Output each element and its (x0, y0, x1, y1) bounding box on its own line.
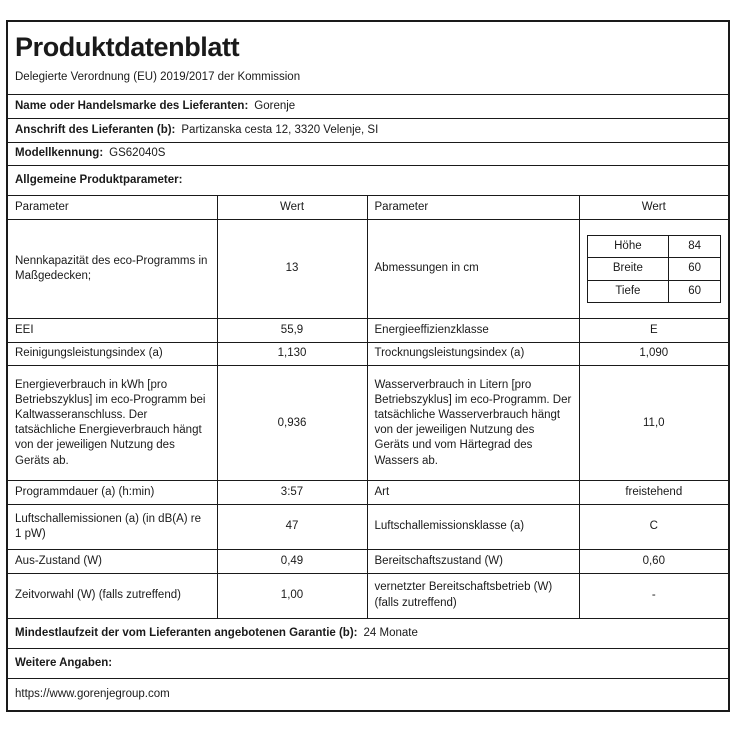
supplier-address-label: Anschrift des Lieferanten (b): (15, 123, 176, 136)
param-off-mode-label: Aus-Zustand (W) (8, 549, 217, 573)
warranty-value: 24 Monate (363, 626, 418, 639)
model-label: Modellkennung: (15, 147, 104, 160)
model-row (8, 142, 728, 166)
table-row-delay-start (8, 573, 728, 618)
param-noise-label: Luftschallemissionen (a) (in dB(A) re 1 pW) (8, 504, 217, 549)
param-off-mode-value: 0,49 (217, 549, 367, 573)
supplier-name-value: Gorenje (254, 100, 296, 113)
model-value: GS62040S (109, 147, 166, 160)
url-row (8, 678, 728, 710)
supplier-name-row (8, 95, 728, 119)
datasheet-table (8, 22, 728, 710)
header-value-right: Wert (579, 196, 728, 220)
dimension-row-height (587, 236, 721, 258)
param-eei-value: 55,9 (217, 319, 367, 343)
param-standby-value: 0,60 (579, 549, 728, 573)
warranty-label: Mindestlaufzeit der vom Lieferanten angebotenen Garantie (b): (15, 626, 358, 639)
dimension-depth-value: 60 (669, 280, 721, 302)
param-duration-value: 3:57 (217, 481, 367, 505)
param-standby-label: Bereitschaftszustand (W) (367, 549, 579, 573)
more-info-label: Weitere Angaben: (15, 656, 113, 669)
dimension-row-depth (587, 280, 721, 302)
page-subtitle: Delegierte Verordnung (EU) 2019/2017 der Kommission (15, 70, 301, 83)
more-info-row (8, 648, 728, 678)
param-energy-class-label: Energieeffizienzklasse (367, 319, 579, 343)
supplier-address-value: Partizanska cesta 12, 3320 Velenje, SI (181, 123, 379, 136)
param-delay-start-label: Zeitvorwahl (W) (falls zutreffend) (8, 573, 217, 618)
dimension-width-label: Breite (587, 258, 669, 280)
param-water-consumption-value: 11,0 (579, 366, 728, 481)
page-title: Produktdatenblatt (15, 32, 240, 63)
table-row-eei (8, 319, 728, 343)
param-dimensions-label: Abmessungen in cm (367, 220, 579, 319)
param-eei-label: EEI (8, 319, 217, 343)
param-cleaning-index-label: Reinigungsleistungsindex (a) (8, 342, 217, 366)
param-capacity-value: 13 (217, 220, 367, 319)
param-energy-class-value: E (579, 319, 728, 343)
general-parameters-label: Allgemeine Produktparameter: (15, 174, 183, 187)
dimensions-subtable-cell (579, 220, 728, 319)
table-row-consumption (8, 366, 728, 481)
param-type-value: freistehend (579, 481, 728, 505)
header-parameter-right: Parameter (367, 196, 579, 220)
param-water-consumption-label: Wasserverbrauch in Litern [pro Betriebszyklus] im eco-Programm. Der tatsächliche Wasserverbrauch hängt von der jeweiligen Nutzung des Geräts und vom Härtegrad des Wassers ab. (367, 366, 579, 481)
param-type-label: Art (367, 481, 579, 505)
param-networked-standby-label: vernetzter Bereitschaftsbetrieb (W) (falls zutreffend) (367, 573, 579, 618)
param-delay-start-value: 1,00 (217, 573, 367, 618)
table-row-duration (8, 481, 728, 505)
header-value-left: Wert (217, 196, 367, 220)
param-networked-standby-value: - (579, 573, 728, 618)
param-duration-label: Programmdauer (a) (h:min) (8, 481, 217, 505)
dimensions-subtable (587, 235, 722, 303)
table-row-noise (8, 504, 728, 549)
dimension-width-value: 60 (669, 258, 721, 280)
dimension-depth-label: Tiefe (587, 280, 669, 302)
table-row-capacity (8, 220, 728, 319)
param-noise-class-value: C (579, 504, 728, 549)
param-noise-class-label: Luftschallemissionsklasse (a) (367, 504, 579, 549)
dimension-height-value: 84 (669, 236, 721, 258)
table-row-cleaning-index (8, 342, 728, 366)
param-drying-index-label: Trocknungsleistungsindex (a) (367, 342, 579, 366)
param-energy-consumption-value: 0,936 (217, 366, 367, 481)
table-row-off-mode (8, 549, 728, 573)
title-row (8, 22, 728, 95)
supplier-website-url[interactable]: https://www.gorenjegroup.com (15, 687, 170, 700)
header-parameter-left: Parameter (8, 196, 217, 220)
product-datasheet-page (6, 20, 730, 712)
param-capacity-label: Nennkapazität des eco-Programms in Maßgedecken; (8, 220, 217, 319)
param-drying-index-value: 1,090 (579, 342, 728, 366)
table-header-row (8, 196, 728, 220)
dimension-row-width (587, 258, 721, 280)
dimension-height-label: Höhe (587, 236, 669, 258)
general-parameters-row (8, 166, 728, 196)
param-energy-consumption-label: Energieverbrauch in kWh [pro Betriebszyklus] im eco-Programm bei Kaltwasseranschluss. Der tatsächliche Energieverbrauch hängt von der jeweiligen Nutzung des Geräts ab. (8, 366, 217, 481)
supplier-name-label: Name oder Handelsmarke des Lieferanten: (15, 100, 249, 113)
supplier-address-row (8, 119, 728, 143)
warranty-row (8, 618, 728, 648)
param-cleaning-index-value: 1,130 (217, 342, 367, 366)
param-noise-value: 47 (217, 504, 367, 549)
